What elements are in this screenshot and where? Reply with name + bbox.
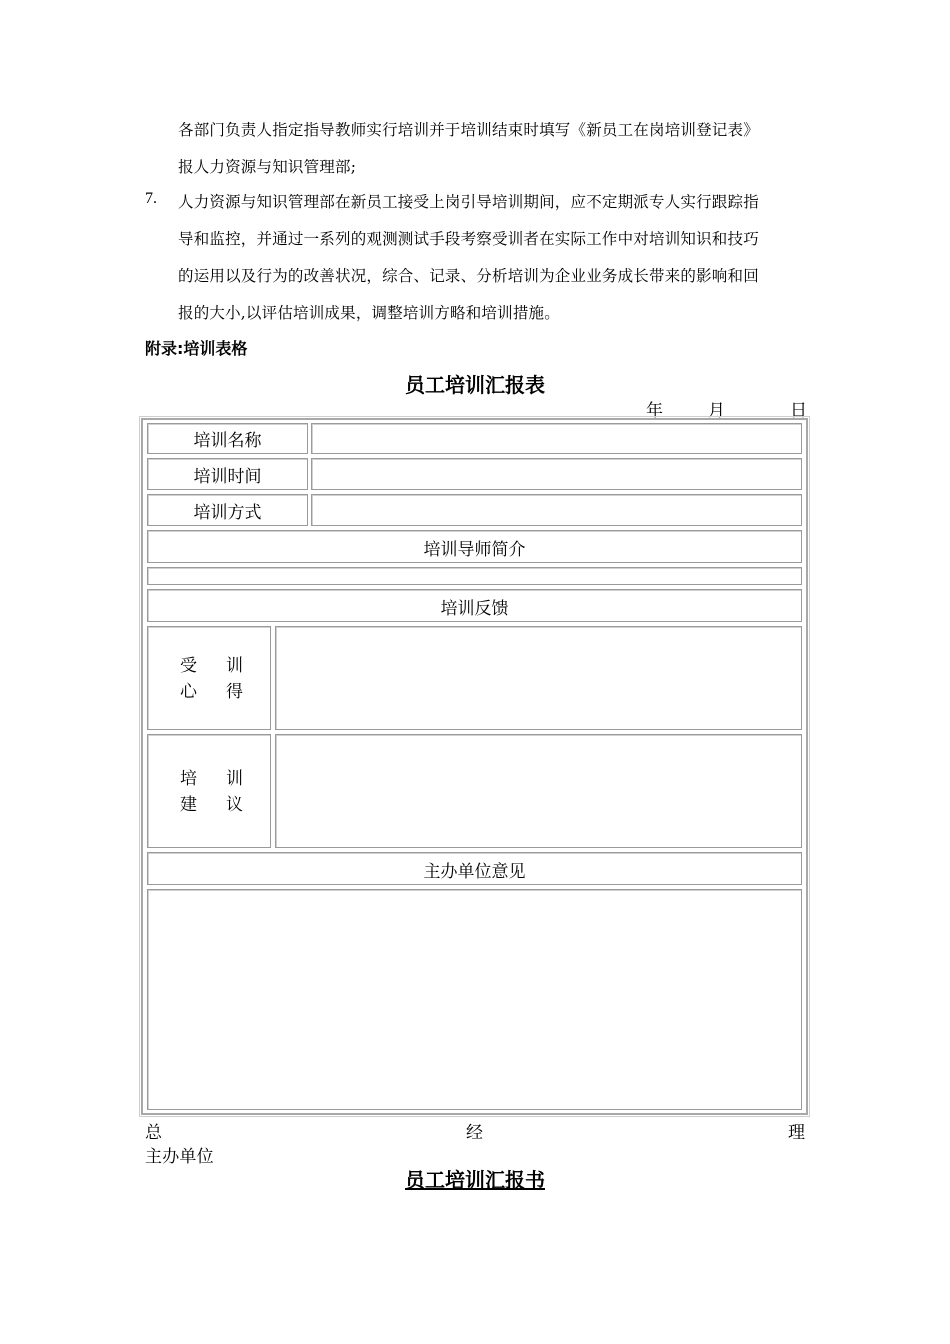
suggestion-char-4: 议 [226,795,243,815]
next-section-title: 员工培训汇报书 [405,1168,545,1192]
appendix-heading: 附录:培训表格 [145,339,248,358]
list-item-number: 7. [145,190,157,207]
gm-char-1: 总 [145,1123,163,1143]
instructor-intro-label: 培训导师简介 [423,540,526,560]
gm-char-2: 经 [466,1123,484,1143]
training-time-label: 培训时间 [193,467,262,487]
suggestion-field[interactable] [275,734,802,848]
training-method-label: 培训方式 [193,503,262,523]
date-year: 年 [646,401,664,421]
experience-field[interactable] [275,626,802,730]
suggestion-char-3: 建 [180,795,197,815]
paragraph-6-line-2: 报人力资源与知识管理部; [178,158,357,176]
form-title: 员工培训汇报表 [405,373,545,397]
suggestion-char-1: 培 [180,769,197,789]
suggestion-char-2: 训 [226,769,243,789]
experience-char-4: 得 [226,682,243,702]
gm-char-3: 理 [788,1123,806,1143]
training-name-field[interactable] [311,423,802,454]
organizer-opinion-field[interactable] [147,889,802,1110]
feedback-label: 培训反馈 [440,599,509,619]
item-7-line-1: 人力资源与知识管理部在新员工接受上岗引导培训期间，应不定期派专人实行跟踪指 [178,193,759,211]
date-day: 日 [790,401,808,421]
experience-char-3: 心 [180,682,197,702]
training-method-field[interactable] [311,494,802,526]
experience-char-1: 受 [180,656,197,676]
organizer-signature-label: 主办单位 [145,1147,214,1167]
item-7-line-3: 的运用以及行为的改善状况，综合、记录、分析培训为企业业务成长带来的影响和回 [178,267,759,285]
training-name-label: 培训名称 [193,431,262,451]
item-7-line-4: 报的大小,以评估培训成果，调整培训方略和培训措施。 [178,304,560,322]
instructor-intro-field[interactable] [147,567,802,585]
organizer-opinion-label: 主办单位意见 [423,862,526,882]
training-time-field[interactable] [311,458,802,490]
item-7-line-2: 导和监控，并通过一系列的观测测试手段考察受训者在实际工作中对培训知识和技巧 [178,230,759,248]
suggestion-label [180,766,272,818]
experience-char-2: 训 [226,656,243,676]
date-month: 月 [708,401,726,421]
experience-label [180,653,272,705]
paragraph-6-line-1: 各部门负责人指定指导教师实行培训并于培训结束时填写《新员工在岗培训登记表》 [178,121,759,139]
